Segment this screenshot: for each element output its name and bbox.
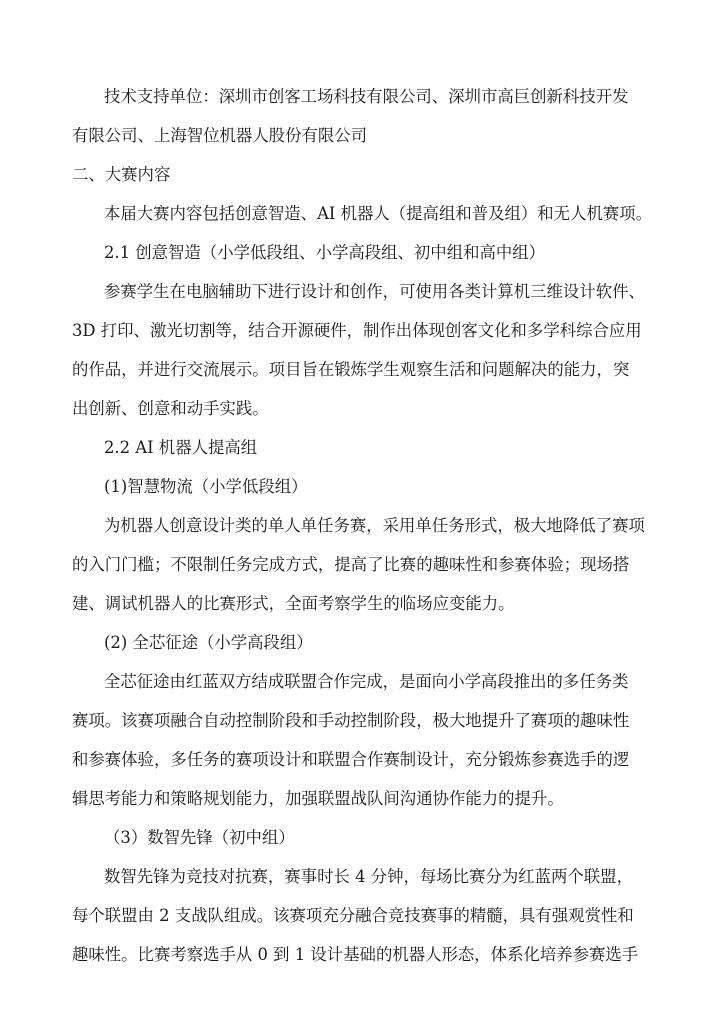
support-units-line-2: 有限公司、上海智位机器人股份有限公司 [72, 126, 368, 145]
paragraph-journey-line-4: 辑思考能力和策略规划能力，加强联盟战队间沟通协作能力的提升。 [72, 789, 564, 808]
support-units-line-1: 技术支持单位：深圳市创客工场科技有限公司、深圳市高巨创新科技开发 [104, 87, 629, 106]
paragraph-pioneer-line-1: 数智先锋为竞技对抗赛，赛事时长 4 分钟，每场比赛分为红蓝两个联盟， [104, 867, 633, 886]
subheading-2-1: 2.1 创意智造（小学低段组、小学高段组、初中组和高中组） [104, 243, 546, 262]
paragraph-journey-line-3: 和参赛体验，多任务的赛项设计和联盟合作赛制设计，充分锻炼参赛选手的逻 [72, 750, 630, 769]
item-heading-1: (1)智慧物流（小学低段组） [104, 477, 308, 496]
paragraph-creative-line-2: 3D 打印、激光切割等，结合开源硬件，制作出体现创客文化和多学科综合应用 [72, 321, 642, 340]
subheading-2-2: 2.2 AI 机器人提高组 [104, 438, 258, 457]
paragraph-logistics-line-2: 的入门门槛；不限制任务完成方式，提高了比赛的趣味性和参赛体验；现场搭 [72, 555, 630, 574]
paragraph-pioneer-line-3: 趣味性。比赛考察选手从 0 到 1 设计基础的机器人形态，体系化培养参赛选手 [72, 945, 639, 964]
paragraph-creative-line-3: 的作品，并进行交流展示。项目旨在锻炼学生观察生活和问题解决的能力，突 [72, 360, 630, 379]
paragraph-logistics-line-3: 建、调试机器人的比赛形式，全面考察学生的临场应变能力。 [72, 594, 515, 613]
item-heading-2: (2) 全芯征途（小学高段组） [104, 633, 313, 652]
paragraph-creative-line-4: 出创新、创意和动手实践。 [72, 399, 269, 418]
paragraph-journey-line-1: 全芯征途由红蓝双方结成联盟合作完成，是面向小学高段推出的多任务类 [104, 672, 629, 691]
item-heading-3: （3）数智先锋（初中组） [104, 828, 295, 847]
contest-overview-line: 本届大赛内容包括创意智造、AI 机器人（提高组和普及组）和无人机赛项。 [104, 204, 653, 223]
paragraph-journey-line-2: 赛项。该赛项融合自动控制阶段和手动控制阶段，极大地提升了赛项的趣味性 [72, 711, 630, 730]
section-heading-contest-content: 二、大赛内容 [72, 165, 171, 184]
paragraph-creative-line-1: 参赛学生在电脑辅助下进行设计和创作，可使用各类计算机三维设计软件、 [104, 282, 645, 301]
paragraph-logistics-line-1: 为机器人创意设计类的单人单任务赛，采用单任务形式，极大地降低了赛项 [104, 516, 645, 535]
paragraph-pioneer-line-2: 每个联盟由 2 支战队组成。该赛项充分融合竞技赛事的精髓，具有强观赏性和 [72, 906, 634, 925]
